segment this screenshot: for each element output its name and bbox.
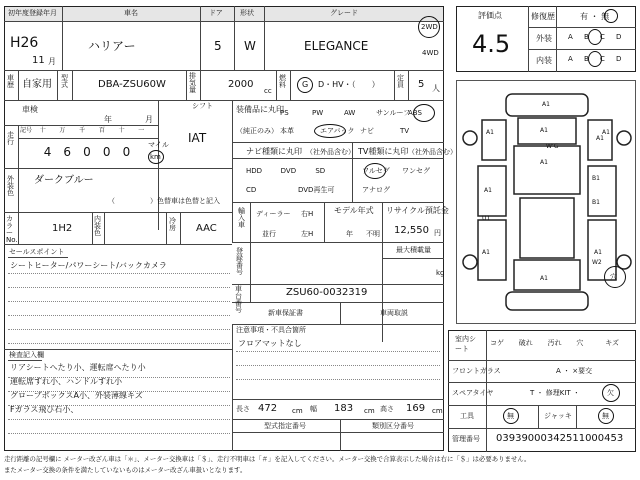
exterior-grade: D (616, 33, 622, 41)
color-no-label: カラーNo. (6, 215, 18, 244)
reg-year-label: 初年度登録年月 (8, 9, 57, 17)
seat-items (490, 340, 634, 350)
type-label: 型式 (61, 74, 68, 89)
mileage-digits (20, 142, 158, 162)
nav-item: HDD (246, 167, 263, 175)
shift: IAT (188, 131, 207, 145)
ac-label: 冷房 (169, 217, 176, 232)
seat-item: 汚れ (547, 339, 562, 347)
capacity: 5 (418, 79, 425, 90)
score-label: 評価点 (478, 11, 502, 20)
tools-label: 工具 (460, 412, 474, 420)
equipment-row2 (280, 128, 440, 138)
mileage-digit: 0 (102, 145, 111, 159)
import-other: 並行 (262, 230, 276, 238)
displacement: 2000 (228, 79, 254, 90)
inspection-month: 月 (145, 115, 153, 124)
tv-item: アナログ (362, 186, 390, 194)
sales-point-text: シートヒーター/パワーシート/バックカメラ (10, 261, 167, 270)
exterior-b-circle (588, 29, 602, 45)
tv-item: ワンセグ (402, 167, 430, 175)
grade-label: グレード (330, 9, 358, 17)
grade: ELEGANCE (304, 39, 369, 53)
equipment-item: PS (280, 109, 289, 117)
mileage-digit-header (20, 128, 158, 138)
mileage-unit-km: km (150, 153, 161, 161)
shape: W (244, 39, 256, 53)
door-label: ドア (209, 9, 223, 17)
nav-row1 (246, 168, 350, 178)
fuel-label: 燃料 (279, 74, 286, 89)
color-label: 外装色 (7, 175, 14, 197)
equipment-item: サンルーフ (376, 109, 411, 117)
fuel-g: G (302, 80, 309, 89)
reg-no-label: 登録番号 (236, 247, 243, 276)
nav-note: （社外品含む） (306, 148, 355, 156)
max-load-kg: kg (436, 269, 445, 277)
seat-item: 破れ (518, 339, 533, 347)
mileage-digit-header-cell: 万 (59, 127, 66, 134)
color-no: 1H2 (52, 223, 73, 234)
interior-b-circle (588, 51, 602, 67)
seat-item: キズ (605, 339, 620, 347)
repair-options: 有 ・ 無 (580, 12, 610, 21)
abs-circle (413, 104, 435, 122)
mgmt-label: 管理番号 (452, 435, 480, 443)
usage-label: 車歴 (7, 74, 14, 89)
sales-point-label: セールスポイント (9, 248, 65, 256)
airbag-circle (314, 124, 346, 138)
damage-label: W2 (592, 259, 602, 266)
mileage-digit-header-cell: 十 (118, 127, 125, 134)
import-right: 右H (301, 210, 314, 218)
header-bar (5, 7, 443, 21)
import-dealer: ディーラー (256, 210, 291, 218)
color-note: （ ）色替車は色替と記入 (108, 197, 220, 205)
diagram-labels (456, 80, 636, 324)
damage-label: A1 (482, 249, 490, 256)
inspector-note-line: リアシートへたり小、運転席へたり小 (10, 363, 146, 372)
inspector-notes (10, 364, 230, 424)
spare-none: 欠 (607, 389, 614, 397)
recycle-value: 12,550 (394, 225, 429, 236)
mileage-digit-header-cell: 一 (138, 127, 145, 134)
car-name-label: 車名 (124, 9, 138, 17)
repair-label: 修復歴 (531, 12, 555, 21)
tv-title: TV種類に丸印 (358, 147, 409, 156)
mileage-label: 走行 (7, 131, 14, 146)
damage-label: A1 (540, 127, 548, 134)
spare-items: T ・ 修理KIT ・ (530, 389, 580, 397)
mileage-digit: 0 (122, 145, 131, 159)
exterior-grade: A (568, 33, 573, 41)
damage-label: A1 (540, 159, 548, 166)
color-value: ダークブルー (34, 175, 94, 186)
nav-item: DVD (280, 167, 297, 175)
notes-text: フロアマットなし (238, 339, 302, 348)
mileage-digit: 0 (83, 145, 91, 159)
tv-note: （社外品含む） (408, 148, 457, 156)
usage: 自家用 (22, 79, 52, 90)
seat-label: 室内シート (455, 335, 476, 353)
model-year-year: 年 (346, 230, 353, 238)
ac: AAC (196, 223, 217, 234)
damage-label: A1 (484, 187, 492, 194)
tv-item: フルセグ (362, 167, 390, 175)
damage-label: A1 (602, 129, 610, 136)
length: 472 (258, 403, 278, 414)
exterior-grade: C (600, 33, 605, 41)
mileage-digit: 6 (63, 145, 72, 159)
mileage-digit-header-cell: 百 (98, 127, 105, 134)
chassis-label: 車台番号 (235, 285, 242, 314)
height: 169 (406, 403, 426, 414)
shape-label: 形状 (240, 9, 254, 17)
car-name: ハリアー (88, 39, 136, 53)
mileage-digit-header-cell: 記号 (20, 127, 33, 134)
model-year-label: モデル年式 (334, 206, 374, 215)
nav-item: SD (315, 167, 326, 175)
interior-grade: B (584, 55, 589, 63)
mileage-digit-header-cell: 十 (39, 127, 46, 134)
jack-none: 無 (602, 412, 609, 420)
glass-label: フロントガラス (452, 367, 501, 375)
reg-year: H26 (10, 35, 39, 51)
equipment-item: ABS (408, 109, 422, 117)
inspector-note-line: 運転席すれ小、ハンドルすれ小 (10, 377, 122, 386)
equipment-item: ナビ (360, 127, 374, 135)
chassis-value: ZSU60-0032319 (286, 287, 368, 298)
jack-label: ジャッキ (544, 412, 572, 420)
mileage-unit-mile: マイル (148, 141, 169, 149)
reg-month: 11 (32, 55, 45, 66)
type-cert-label: 型式指定番号 (264, 422, 306, 430)
height-label: 高さ (380, 405, 394, 413)
inspection-year: 年 (104, 115, 112, 124)
recycle-unit: 円 (434, 229, 441, 237)
seat-item: 穴 (576, 339, 584, 347)
class-label: 類別区分番号 (372, 422, 414, 430)
drive-4wd: 4WD (422, 49, 439, 57)
shift-label: シフト (192, 102, 213, 110)
tools-none: 無 (507, 412, 514, 420)
inspector-notes-label: 検査記入欄 (9, 351, 44, 359)
tv-row2 (362, 187, 442, 197)
import-left: 左H (301, 230, 314, 238)
damage-label: A1 (486, 129, 494, 136)
month-unit: 月 (48, 57, 56, 66)
width-label: 幅 (310, 405, 317, 413)
recycle-label: リサイクル預託金 (386, 206, 449, 215)
interior-grade: D (616, 55, 622, 63)
nav-item: DVD再生可 (298, 186, 335, 194)
damage-label: U1 (482, 215, 491, 222)
displacement-label: 排気量 (189, 72, 196, 94)
width-unit: cm (364, 407, 375, 415)
spare-label: スペアタイヤ (452, 389, 494, 397)
damage-label: A1 (594, 249, 602, 256)
mileage-digit: 4 (43, 145, 52, 159)
capacity-unit: 人 (432, 84, 440, 93)
inspection-label: 車検 (22, 105, 38, 114)
interior-color-label: 内装色 (94, 215, 101, 237)
damage-label: B1 (592, 175, 600, 182)
height-unit: cm (432, 407, 443, 415)
width: 183 (334, 403, 354, 414)
damage-label: A1 (542, 101, 550, 108)
damage-label: W’G (546, 143, 559, 150)
doors: 5 (214, 39, 222, 53)
nav-title: ナビ種類に丸印 (246, 147, 302, 156)
damage-label: B1 (592, 199, 600, 206)
equipment-subtitle: （純正のみ） (236, 127, 278, 135)
inspector-note-line: グローブボックスA小、外装薄線キズ (10, 391, 143, 400)
seat-item: コゲ (490, 339, 504, 347)
fuel-rest: D・HV・（ ） (318, 80, 380, 89)
equipment-item: PW (312, 109, 324, 117)
import-label: 輸入車 (238, 207, 245, 229)
exterior-grade: B (584, 33, 589, 41)
length-label: 長さ (236, 405, 250, 413)
equipment-item: エアバック (320, 127, 355, 135)
nav-item: CD (246, 186, 257, 194)
exterior-label: 外装 (536, 34, 552, 43)
fullseg-circle (364, 163, 386, 179)
model-code: DBA-ZSU60W (98, 79, 166, 90)
model-year-unknown: 不明 (366, 230, 380, 238)
mileage-digit-header-cell: 千 (79, 127, 86, 134)
repair-none-circle (604, 9, 618, 23)
warranty-manual: 車両取説 (380, 309, 408, 317)
footer-line1: 走行距離の記号欄に メーター改ざん車は「＊」、メーター交換車は「＄」、走行不明車は「＃」を記入してください。メーター交換で合算表示した場合は右に「＄」は必要ありません。 (4, 455, 531, 463)
equipment-item: 本革 (280, 127, 294, 135)
glass-items: A ・ ×要交 (556, 367, 593, 375)
max-load-label: 最大積載量 (396, 246, 431, 254)
nav-row2 (246, 187, 350, 197)
damage-label: A1 (540, 275, 548, 282)
damage-label: A1 (596, 135, 604, 142)
inspector-note-line: Fガラス飛び石小、 (10, 405, 79, 414)
warranty-new-car: 新車保証書 (268, 309, 303, 317)
interior-label: 内装 (536, 56, 552, 65)
interior-grade: A (568, 55, 573, 63)
drive-2wd: 2WD (421, 23, 438, 31)
cc-unit: cc (264, 87, 272, 95)
capacity-label: 定員 (397, 74, 404, 89)
length-unit: cm (292, 407, 303, 415)
footer-line2: またメーター交換の条件を満たしていないものはメーター改ざん車扱いとなります。 (4, 466, 247, 474)
hole-label: 穴 (610, 273, 617, 281)
equipment-item: AW (344, 109, 356, 117)
equipment-title: 装備品に丸印 (236, 105, 284, 114)
equipment-item: TV (400, 127, 410, 135)
score: 4.5 (472, 30, 511, 58)
notes-label: 注意事項・不具合箇所 (236, 326, 306, 334)
interior-grade: C (600, 55, 605, 63)
mgmt-no: 03939000342511000453 (496, 433, 624, 444)
